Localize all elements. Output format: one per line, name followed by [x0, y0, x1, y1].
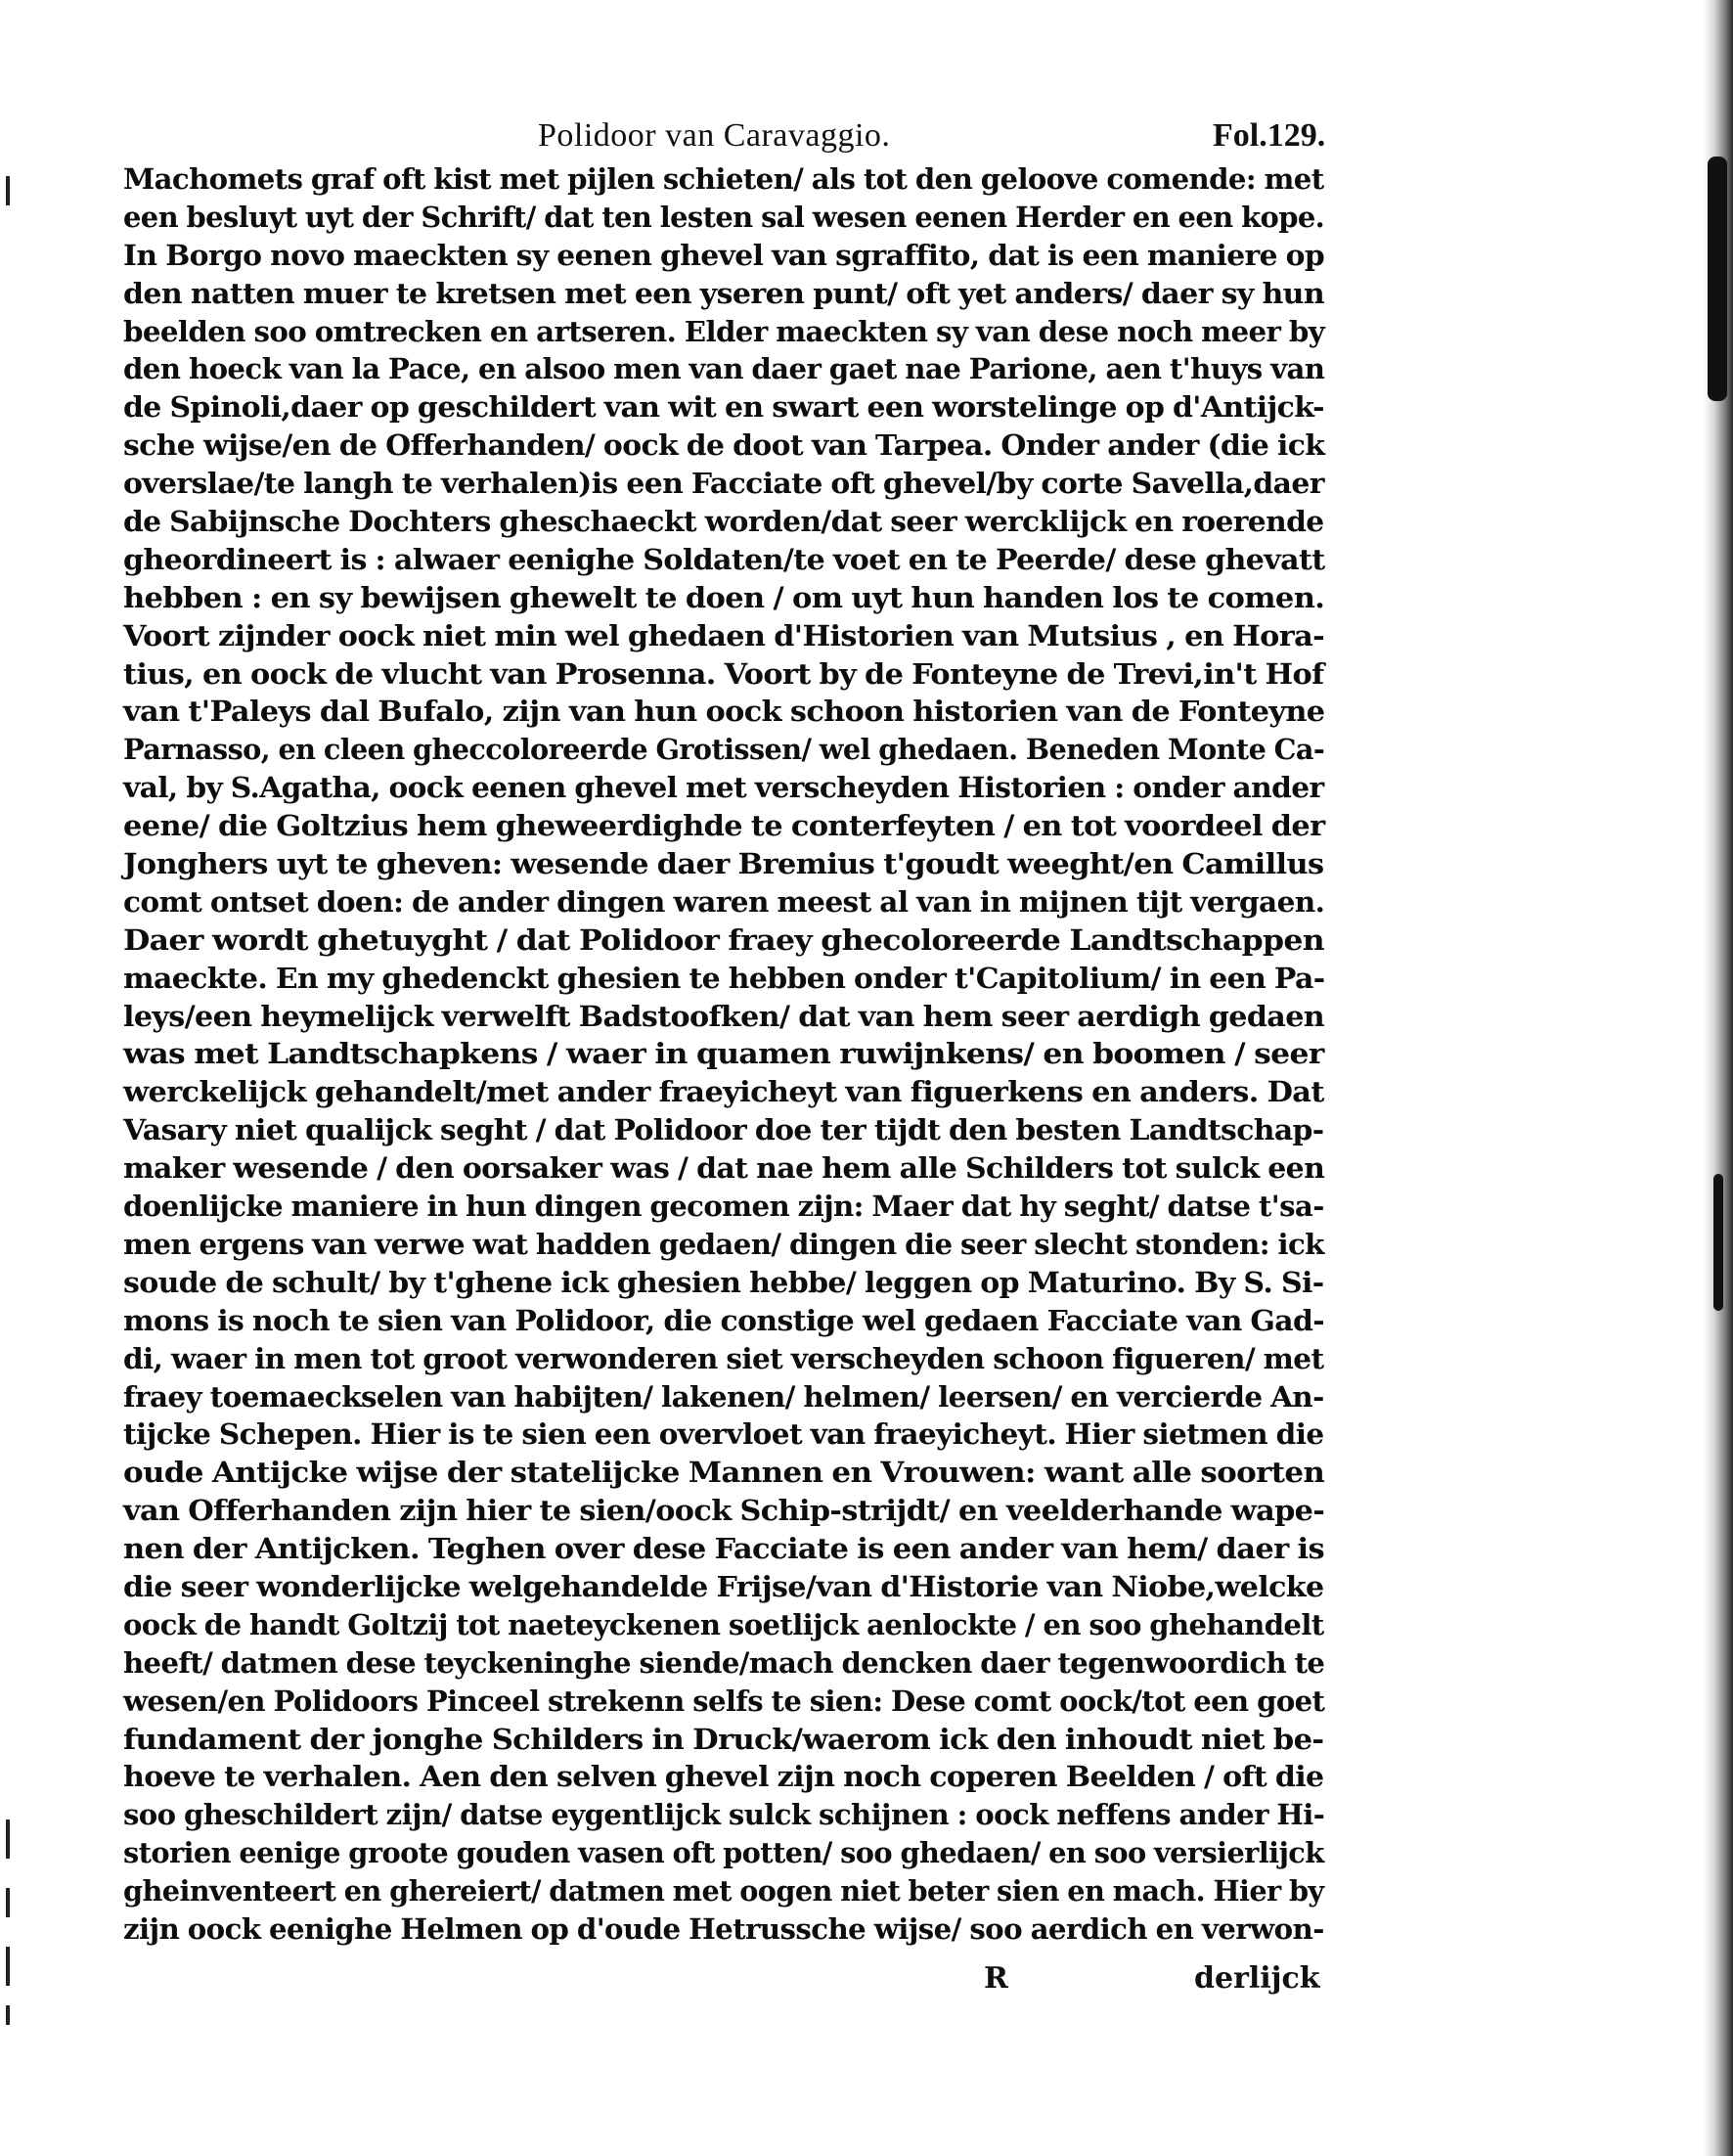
text-line: doenlijcke maniere in hun dingen gecomen zijn: Maer dat hy seght/ datse t'sa- [123, 1190, 1324, 1224]
text-line: Vasary niet qualijck seght / dat Polidoor doe ter tijdt den besten Landtschap- [123, 1113, 1324, 1147]
catchword: derlijck [1194, 1961, 1320, 1996]
text-line: nen der Antijcken. Teghen over dese Facciate is een ander van hem/ daer is [123, 1532, 1325, 1566]
edge-ink-mark [1708, 157, 1727, 401]
text-line: fundament der jonghe Schilders in Druck/waerom ick den inhoudt niet be- [123, 1722, 1324, 1756]
edge-ink-mark [1713, 1174, 1723, 1311]
text-line: Voort zijnder oock niet min wel ghedaen d'Historien van Mutsius , en Hora- [123, 618, 1325, 652]
text-line: die seer wonderlijcke welgehandelde Frijse/van d'Historie van Niobe,welcke [123, 1569, 1324, 1603]
text-line: een besluyt uyt der Schrift/ dat ten lesten sal wesen eenen Herder en een kope. [123, 200, 1325, 234]
text-line: mons is noch te sien van Polidoor, die constige wel gedaen Facciate van Gad- [123, 1303, 1325, 1337]
running-title: Polidoor van Caravaggio. [538, 117, 891, 154]
text-line: Daer wordt ghetuyght / dat Polidoor fraey ghecoloreerde Landtschappen [123, 922, 1325, 957]
text-line: wesen/en Polidoors Pinceel strekenn selfs te sien: Dese comt oock/tot een goet [123, 1684, 1325, 1718]
text-line: heeft/ datmen dese teyckeninghe siende/mach dencken daer tegenwoordich te [123, 1645, 1325, 1680]
text-line: di, waer in men tot groot verwonderen siet verscheyden schoon figueren/ met [123, 1341, 1324, 1375]
text-line: men ergens van verwe wat hadden gedaen/ dingen die seer slecht stonden: ick [123, 1227, 1324, 1261]
gutter-mark [6, 1947, 10, 1986]
text-line: den hoeck van la Pace, en alsoo men van daer gaet nae Parione, aen t'huys van [123, 352, 1325, 386]
text-line: maker wesende / den oorsaker was / dat nae hem alle Schilders tot sulck een [123, 1151, 1325, 1186]
text-line: van Offerhanden zijn hier te sien/oock Schip-strijdt/ en veelderhande wape- [123, 1494, 1325, 1528]
text-line: werckelijck gehandelt/met ander fraeyicheyt van figuerkens en anders. Dat [123, 1075, 1324, 1109]
text-line: oude Antijcke wijse der statelijcke Mannen en Vrouwen: want alle soorten [123, 1456, 1325, 1490]
text-line: den natten muer te kretsen met een yseren punt/ oft yet anders/ daer sy hun [123, 276, 1325, 310]
text-line: zijn oock eenighe Helmen op d'oude Hetrussche wijse/ soo aerdich en verwon- [123, 1911, 1324, 1946]
text-line: hoeve te verhalen. Aen den selven ghevel zijn noch coperen Beelden / oft die [123, 1760, 1324, 1794]
text-line: tius, en oock de vlucht van Prosenna. Voort by de Fonteyne de Trevi,in't Hof [123, 656, 1324, 691]
gutter-mark [6, 1819, 10, 1859]
text-line: maeckte. En my ghedenckt ghesien te hebben onder t'Capitolium/ in een Pa- [123, 961, 1325, 995]
text-line: van t'Paleys dal Bufalo, zijn van hun oock schoon historien van de Fonteyne [123, 695, 1325, 729]
text-line: comt ontset doen: de ander dingen waren meest al van in mijnen tijt vergaen. [123, 884, 1325, 919]
text-line: sche wijse/en de Offerhanden/ oock de doot van Tarpea. Onder ander (die ick [123, 428, 1325, 463]
text-line: eene/ die Goltzius hem gheweerdighde te conterfeyten / en tot voordeel der [123, 809, 1325, 843]
text-line: storien eenige groote gouden vasen oft potten/ soo ghedaen/ en soo versierlijck [123, 1836, 1324, 1870]
text-line: Parnasso, en cleen gheccoloreerde Grotissen/ wel ghedaen. Beneden Monte Ca- [123, 733, 1325, 767]
folio-number: Fol.129. [1213, 117, 1326, 154]
text-line: oock de handt Goltzij tot naeteyckenen soetlijck aenlockte / en soo ghehandelt [123, 1607, 1324, 1641]
text-line: Machomets graf oft kist met pijlen schieten/ als tot den geloove comende: met [123, 162, 1324, 196]
text-line: overslae/te langh te verhalen)is een Facciate oft ghevel/by corte Savella,daer [123, 467, 1324, 501]
text-line: was met Landtschapkens / waer in quamen ruwijnkens/ en boomen / seer [123, 1037, 1324, 1071]
text-line: Jonghers uyt te gheven: wesende daer Bremius t'goudt weeght/en Camillus [123, 847, 1324, 881]
text-line: beelden soo omtrecken en artseren. Elder maeckten sy van dese noch meer by [123, 314, 1325, 348]
text-line: soo gheschildert zijn/ datse eygentlijck sulck schijnen : oock neffens ander Hi- [123, 1798, 1325, 1832]
text-line: In Borgo novo maeckten sy eenen ghevel van sgraffito, dat is een maniere op [123, 238, 1325, 272]
text-line: gheordineert is : alwaer eenighe Soldaten/te voet en te Peerde/ dese ghevatt [123, 542, 1325, 576]
text-line: soude de schult/ by t'ghene ick ghesien hebbe/ leggen op Maturino. By S. Si- [123, 1265, 1324, 1299]
page-header [156, 117, 1330, 162]
text-line: leys/een heymelijck verwelft Badstoofken/ dat van hem seer aerdigh gedaen [123, 999, 1325, 1033]
page-footer [123, 1961, 1326, 2000]
gutter-mark [6, 2005, 10, 2025]
text-line: de Sabijnsche Dochters gheschaeckt worden/dat seer wercklijck en roerende [123, 505, 1324, 539]
text-line: hebben : en sy bewijsen ghewelt te doen / om uyt hun handen los te comen. [123, 580, 1325, 614]
text-line: de Spinoli,daer op geschildert van wit en swart een worstelinge op d'Antijck- [123, 390, 1324, 425]
gutter-mark [6, 176, 10, 205]
text-line: gheinventeert en ghereiert/ datmen met oogen niet beter sien en mach. Hier by [123, 1874, 1324, 1909]
text-line: fraey toemaeckselen van habijten/ lakenen/ helmen/ leersen/ en vercierde An- [123, 1379, 1324, 1414]
gutter-mark [6, 1888, 10, 1917]
signature-mark: R [984, 1961, 1008, 1996]
text-line: tijcke Schepen. Hier is te sien een overvloet van fraeyicheyt. Hier sietmen die [123, 1417, 1324, 1452]
text-line: val, by S.Agatha, oock eenen ghevel met verscheyden Historien : onder ander [123, 771, 1324, 805]
body-text [123, 160, 1326, 1949]
